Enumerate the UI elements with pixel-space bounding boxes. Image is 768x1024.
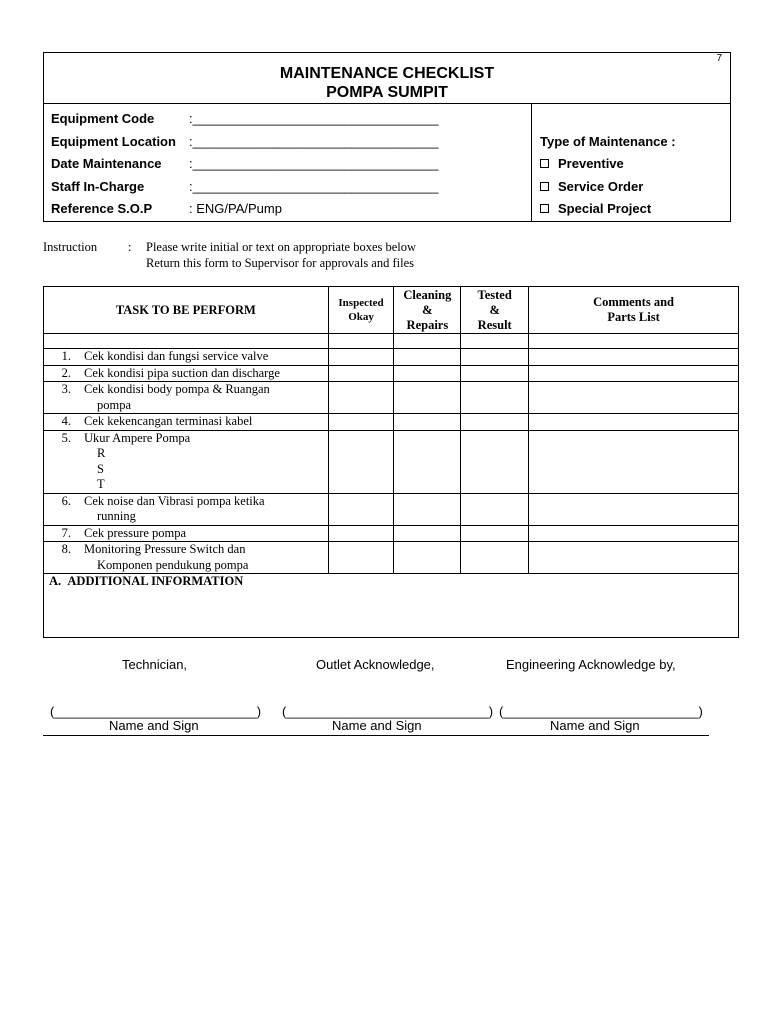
tested-cell[interactable] xyxy=(461,542,529,574)
table-row xyxy=(44,493,739,525)
task-cell: 3. Cek kondisi body pompa & Ruangan pompa xyxy=(44,382,329,414)
header-inspected: Inspected Okay xyxy=(328,287,394,334)
task-cell: 2. Cek kondisi pipa suction dan discharge xyxy=(44,365,329,382)
checkbox-icon[interactable] xyxy=(540,159,549,168)
engineering-acknowledge-label: Engineering Acknowledge by, xyxy=(506,657,676,672)
task-cell: 1. Cek kondisi dan fungsi service valve xyxy=(44,349,329,366)
inspected-cell[interactable] xyxy=(328,542,394,574)
table-row xyxy=(44,382,739,414)
equipment-location-label: Equipment Location xyxy=(51,134,176,149)
tested-cell[interactable] xyxy=(461,382,529,414)
cleaning-cell[interactable] xyxy=(394,365,461,382)
signature-divider xyxy=(43,735,709,736)
inspected-cell[interactable] xyxy=(328,493,394,525)
engineering-name-and-sign: Name and Sign xyxy=(550,718,640,733)
date-maintenance-field[interactable]: :__________________________________ xyxy=(189,156,439,171)
inspected-cell[interactable] xyxy=(328,430,394,493)
instruction-line-1: Please write initial or text on appropriate boxes below xyxy=(146,240,417,254)
inspected-cell[interactable] xyxy=(328,525,394,542)
comments-cell[interactable] xyxy=(529,542,739,574)
option-preventive[interactable] xyxy=(540,156,624,171)
equipment-code-label: Equipment Code xyxy=(51,111,155,126)
instruction-colon: : xyxy=(128,240,132,254)
checkbox-icon[interactable] xyxy=(540,182,549,191)
tested-cell[interactable] xyxy=(461,365,529,382)
equipment-code-field[interactable]: :__________________________________ xyxy=(189,111,439,126)
page-number: 7 xyxy=(716,53,722,64)
tested-cell[interactable] xyxy=(461,349,529,366)
technician-label: Technician, xyxy=(122,657,188,672)
cleaning-cell[interactable] xyxy=(394,493,461,525)
technician-name-and-sign: Name and Sign xyxy=(109,718,199,733)
table-row xyxy=(44,349,739,366)
task-cell: 7. Cek pressure pompa xyxy=(44,525,329,542)
additional-prefix: A. xyxy=(49,574,62,588)
task-cell: 8. Monitoring Pressure Switch dan Komponen pendukung pompa xyxy=(44,542,329,574)
table-row xyxy=(44,525,739,542)
checkbox-icon[interactable] xyxy=(540,204,549,213)
table-spacer-row xyxy=(44,334,739,349)
tested-cell[interactable] xyxy=(461,430,529,493)
cleaning-cell[interactable] xyxy=(394,525,461,542)
date-maintenance-label: Date Maintenance xyxy=(51,156,162,171)
instruction-line-2: Return this form to Supervisor for approvals and files xyxy=(146,256,415,270)
reference-sop-label: Reference S.O.P xyxy=(51,201,153,216)
cleaning-cell[interactable] xyxy=(394,430,461,493)
cleaning-cell[interactable] xyxy=(394,382,461,414)
type-of-maintenance-label: Type of Maintenance : xyxy=(540,134,676,149)
type-of-maintenance xyxy=(533,104,731,221)
task-table xyxy=(43,286,739,638)
cleaning-cell[interactable] xyxy=(394,349,461,366)
header-box xyxy=(43,52,731,222)
comments-cell[interactable] xyxy=(529,493,739,525)
header-task: TASK TO BE PERFORM xyxy=(44,287,329,334)
comments-cell[interactable] xyxy=(529,414,739,431)
comments-cell[interactable] xyxy=(529,430,739,493)
inspected-cell[interactable] xyxy=(328,365,394,382)
cleaning-cell[interactable] xyxy=(394,542,461,574)
engineering-signature-line[interactable]: (___________________________) xyxy=(499,704,703,719)
option-label: Service Order xyxy=(558,179,644,194)
equipment-info xyxy=(44,104,532,221)
option-service-order[interactable] xyxy=(540,179,643,194)
instruction-label: Instruction xyxy=(43,240,98,254)
tested-cell[interactable] xyxy=(461,525,529,542)
staff-in-charge-field[interactable]: :__________________________________ xyxy=(189,179,439,194)
additional-information-cell[interactable] xyxy=(44,574,739,638)
option-label: Preventive xyxy=(558,156,624,171)
table-row xyxy=(44,430,739,493)
comments-cell[interactable] xyxy=(529,349,739,366)
title-line-1: MAINTENANCE CHECKLIST xyxy=(279,65,495,82)
equipment-location-field[interactable]: :__________________________________ xyxy=(189,134,439,149)
option-special-project[interactable] xyxy=(540,201,651,216)
tested-cell[interactable] xyxy=(461,414,529,431)
table-header-row xyxy=(44,287,739,334)
title-line-2: POMPA SUMPIT xyxy=(326,84,448,101)
inspected-cell[interactable] xyxy=(328,349,394,366)
header-comments: Comments and Parts List xyxy=(529,287,739,334)
table-row xyxy=(44,365,739,382)
tested-cell[interactable] xyxy=(461,493,529,525)
comments-cell[interactable] xyxy=(529,382,739,414)
table-row xyxy=(44,414,739,431)
additional-information-label: ADDITIONAL INFORMATION xyxy=(67,574,244,588)
comments-cell[interactable] xyxy=(529,525,739,542)
table-row xyxy=(44,542,739,574)
comments-cell[interactable] xyxy=(529,365,739,382)
outlet-acknowledge-label: Outlet Acknowledge, xyxy=(316,657,435,672)
reference-sop-value: : ENG/PA/Pump xyxy=(189,201,282,216)
form-title xyxy=(44,53,730,104)
cleaning-cell[interactable] xyxy=(394,414,461,431)
option-label: Special Project xyxy=(558,201,652,216)
task-cell: 6. Cek noise dan Vibrasi pompa ketika running xyxy=(44,493,329,525)
outlet-signature-line[interactable]: (____________________________) xyxy=(282,704,494,719)
inspected-cell[interactable] xyxy=(328,382,394,414)
staff-in-charge-label: Staff In-Charge xyxy=(51,179,145,194)
header-cleaning: Cleaning & Repairs xyxy=(394,287,461,334)
technician-signature-line[interactable]: (____________________________) xyxy=(50,704,262,719)
inspected-cell[interactable] xyxy=(328,414,394,431)
additional-information-row xyxy=(44,574,739,638)
header-tested: Tested & Result xyxy=(461,287,529,334)
task-cell: 4. Cek kekencangan terminasi kabel xyxy=(44,414,329,431)
task-cell: 5. Ukur Ampere Pompa R S T xyxy=(44,430,329,493)
outlet-name-and-sign: Name and Sign xyxy=(332,718,422,733)
